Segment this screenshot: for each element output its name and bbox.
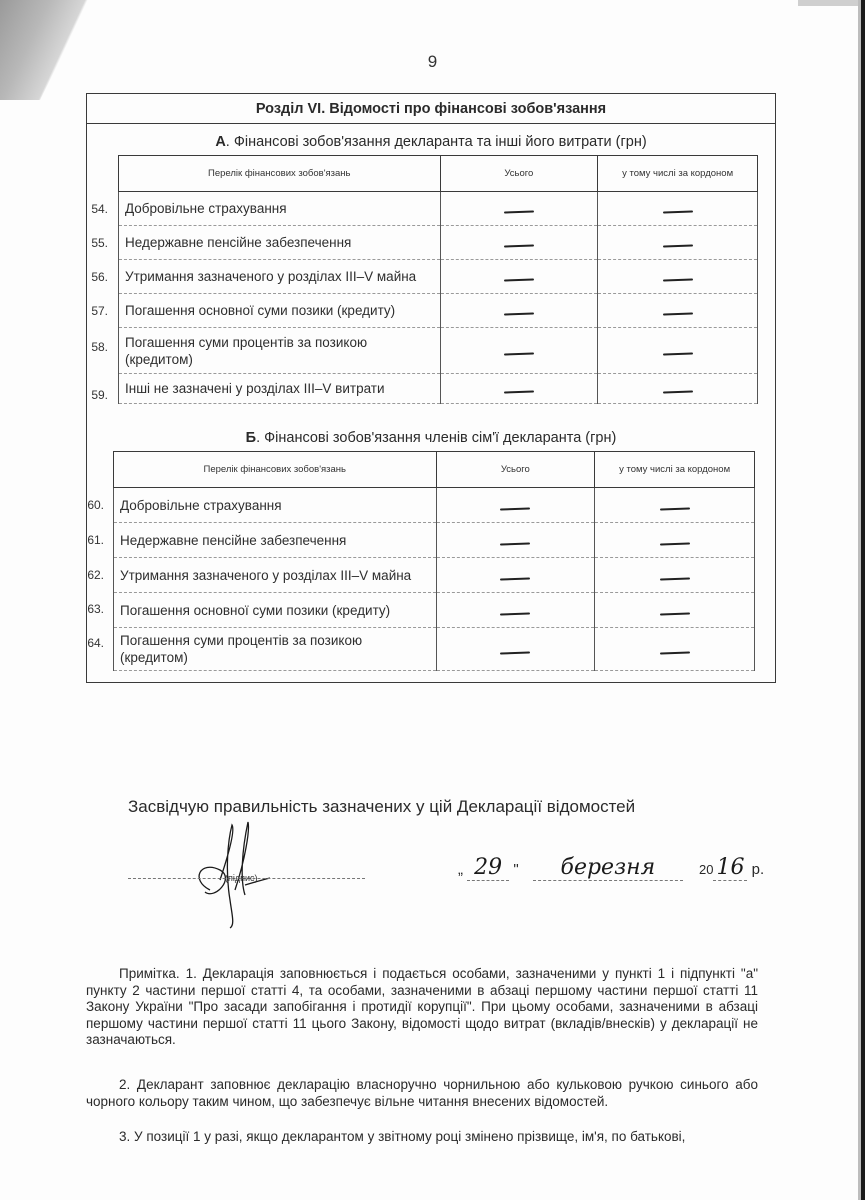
- dash-mark: [500, 577, 530, 580]
- dash-mark: [504, 210, 534, 213]
- row-number: 57.: [91, 304, 108, 318]
- note-1: Примітка. 1. Декларація заповнюється і подається особами, зазначеними у пункті 1 і підпункті "а" пункту 2 частини першої статті 4, та особами, зазначеними в абзаці першому частини першої статті 11 Закону України "Про засади запобігання і протидії корупції". При цьому особами, зазначеними в абзаці першому частини першої статті 11 цього Закону, відомості щодо витрат (вкладів/внесків) у декларації не зазначаються.: [86, 966, 758, 1047]
- table-row: [119, 294, 758, 328]
- table-row: [119, 226, 758, 260]
- column-header-total: Усього: [440, 156, 598, 192]
- row-abroad[interactable]: [595, 593, 755, 628]
- year-prefix: 20: [699, 862, 714, 877]
- row-total[interactable]: [440, 328, 598, 374]
- date-field: [458, 855, 764, 881]
- year-unit: р.: [751, 861, 765, 878]
- row-abroad[interactable]: [598, 374, 758, 404]
- date-year[interactable]: 16: [713, 855, 747, 881]
- row-name: Погашення суми процентів за позикою (кредитом): [119, 328, 441, 374]
- note-3: 3. У позиції 1 у разі, якщо декларантом у звітному році змінено прізвище, ім'я, по батькові,: [119, 1129, 686, 1144]
- row-number: 55.: [91, 236, 108, 250]
- table-a: [118, 155, 758, 404]
- row-number: 59.: [91, 388, 108, 402]
- row-number: 64.: [87, 636, 104, 650]
- row-abroad[interactable]: [598, 226, 758, 260]
- dash-mark: [663, 278, 693, 281]
- dash-mark: [500, 612, 530, 615]
- column-header-total: Усього: [436, 452, 595, 488]
- row-number: 61.: [87, 533, 104, 547]
- row-total[interactable]: [436, 593, 595, 628]
- table-a-title-text: . Фінансові зобов'язання декларанта та інші його витрати (грн): [225, 134, 647, 150]
- row-number: 54.: [91, 202, 108, 216]
- dash-mark: [660, 651, 690, 654]
- dash-mark: [663, 390, 693, 393]
- row-total[interactable]: [440, 374, 598, 404]
- dash-mark: [504, 278, 534, 281]
- quote-mark: ": [513, 861, 519, 878]
- certification-text: Засвідчую правильність зазначених у цій Декларації відомостей: [128, 797, 636, 816]
- row-abroad[interactable]: [598, 294, 758, 328]
- row-abroad[interactable]: [595, 558, 755, 593]
- table-b-title: [86, 430, 776, 446]
- dash-mark: [663, 312, 693, 315]
- row-number: 56.: [91, 270, 108, 284]
- signature-label: (підпис): [225, 873, 258, 883]
- scan-fold-artifact: [0, 0, 95, 100]
- table-row: [114, 628, 755, 671]
- dash-mark: [663, 352, 693, 355]
- dash-mark: [500, 651, 530, 654]
- row-name: Погашення основної суми позики (кредиту): [119, 294, 441, 328]
- dash-mark: [500, 542, 530, 545]
- row-name: Добровільне страхування: [114, 488, 437, 523]
- note-2: 2. Декларант заповнює декларацію власноручно чорнильною або кульковою ручкою синього або чорного кольору таким чином, що забезпечує вільне читання внесених відомостей.: [86, 1077, 758, 1109]
- table-row: [119, 328, 758, 374]
- table-row: [114, 593, 755, 628]
- column-header-list: Перелік фінансових зобов'язань: [114, 452, 437, 488]
- row-abroad[interactable]: [598, 260, 758, 294]
- table-row: [114, 523, 755, 558]
- dash-mark: [504, 352, 534, 355]
- row-name: Інші не зазначені у розділах III–V витрати: [119, 374, 441, 404]
- row-abroad[interactable]: [595, 523, 755, 558]
- section-title: Розділ VI. Відомості про фінансові зобов'язання: [87, 94, 775, 124]
- dash-mark: [504, 390, 534, 393]
- row-abroad[interactable]: [598, 328, 758, 374]
- dash-mark: [660, 542, 690, 545]
- column-header-list: Перелік фінансових зобов'язань: [119, 156, 441, 192]
- row-number: 58.: [91, 340, 108, 354]
- row-abroad[interactable]: [595, 628, 755, 671]
- table-b-title-text: . Фінансові зобов'язання членів сім'ї декларанта (грн): [256, 430, 617, 446]
- table-row: [119, 192, 758, 226]
- row-total[interactable]: [436, 558, 595, 593]
- table-a-letter: А: [215, 134, 226, 150]
- row-total[interactable]: [440, 226, 598, 260]
- row-name: Утримання зазначеного у розділах III–V майна: [114, 558, 437, 593]
- row-number: 62.: [87, 568, 104, 582]
- row-number: 63.: [87, 602, 104, 616]
- dash-mark: [660, 507, 690, 510]
- quote-mark: „: [458, 861, 463, 878]
- date-day[interactable]: 29: [467, 855, 509, 881]
- row-name: Погашення основної суми позики (кредиту): [114, 593, 437, 628]
- row-total[interactable]: [440, 192, 598, 226]
- table-header-row: [119, 156, 758, 192]
- row-total[interactable]: [440, 260, 598, 294]
- row-name: Добровільне страхування: [119, 192, 441, 226]
- row-number: 60.: [87, 498, 104, 512]
- dash-mark: [660, 577, 690, 580]
- scan-edge-artifact: [861, 0, 865, 1200]
- table-row: [119, 260, 758, 294]
- page-number: 9: [427, 52, 438, 71]
- dash-mark: [500, 507, 530, 510]
- table-row: [114, 558, 755, 593]
- dash-mark: [504, 312, 534, 315]
- row-name: Утримання зазначеного у розділах III–V майна: [119, 260, 441, 294]
- scan-edge-artifact: [798, 0, 858, 6]
- row-abroad[interactable]: [598, 192, 758, 226]
- date-month[interactable]: березня: [533, 855, 683, 881]
- row-total[interactable]: [436, 523, 595, 558]
- row-name: Погашення суми процентів за позикою (кредитом): [114, 628, 437, 671]
- table-b: [113, 451, 755, 671]
- row-total[interactable]: [436, 628, 595, 671]
- table-a-title: [86, 134, 776, 150]
- row-abroad[interactable]: [595, 488, 755, 523]
- column-header-abroad: у тому числі за кордоном: [598, 156, 758, 192]
- row-total[interactable]: [436, 488, 595, 523]
- table-row: [119, 374, 758, 404]
- row-name: Недержавне пенсійне забезпечення: [114, 523, 437, 558]
- table-b-letter: Б: [245, 430, 257, 446]
- dash-mark: [660, 612, 690, 615]
- table-row: [114, 488, 755, 523]
- dash-mark: [663, 210, 693, 213]
- dash-mark: [504, 244, 534, 247]
- row-name: Недержавне пенсійне забезпечення: [119, 226, 441, 260]
- row-total[interactable]: [440, 294, 598, 328]
- column-header-abroad: у тому числі за кордоном: [595, 452, 755, 488]
- dash-mark: [663, 244, 693, 247]
- table-header-row: [114, 452, 755, 488]
